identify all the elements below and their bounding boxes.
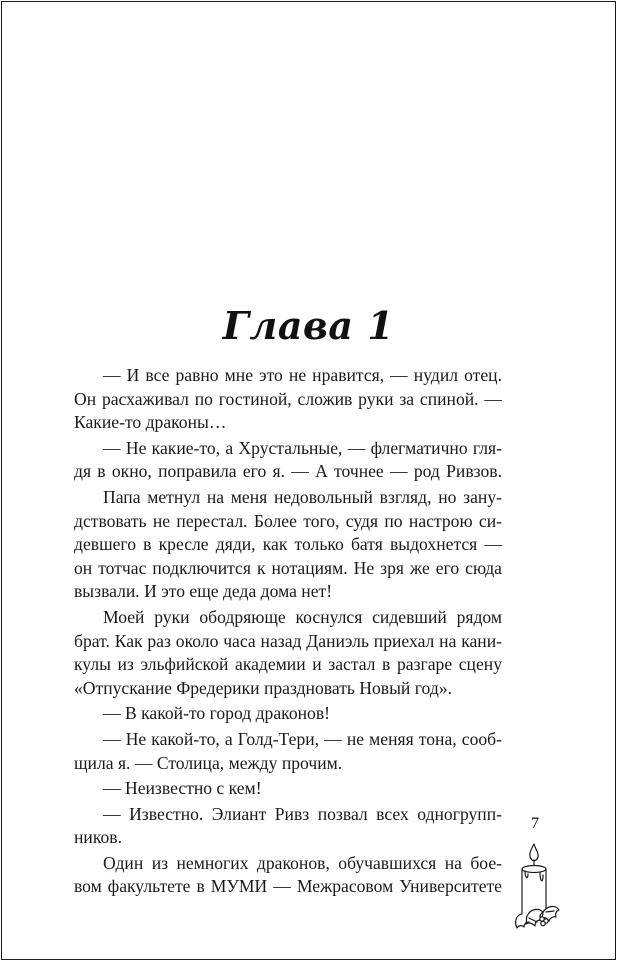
page-number: 7 (531, 815, 539, 832)
text-line: Папа метнул на меня недовольный взгляд, но зану- (103, 486, 502, 507)
text-line: Один из немногих драконов, обучавшихся на бое- (103, 852, 502, 873)
text-line: — В какой-то город драконов! (103, 703, 330, 724)
text-line: — Неизвестно с кем! (103, 778, 262, 799)
body-text (74, 364, 502, 899)
paragraph (74, 852, 502, 899)
text-line: — Известно. Элиант Ривз позвал всех одногрупп- (103, 803, 502, 824)
text-line: брат. Как раз около часа назад Даниэль приехал на кани- (74, 630, 502, 651)
paragraph (74, 728, 502, 775)
text-line: «Отпускание Фредерики праздновать Новый год». (74, 677, 452, 698)
paragraph (74, 803, 502, 850)
paragraph (74, 702, 502, 726)
paragraph (74, 486, 502, 604)
text-line: щила я. — Столица, между прочим. (74, 752, 343, 773)
text-line: ников. (74, 827, 122, 848)
text-line: дствовать не перестал. Более того, судя по настрою си- (74, 510, 502, 531)
text-line: — И все равно мне это не нравится, — нудил отец. (103, 365, 502, 385)
text-line: он тотчас подключится к нотациям. Не зря же его сюда (74, 557, 502, 578)
paragraph (74, 777, 502, 801)
text-line: Какие-то драконы… (74, 412, 227, 433)
paragraph (74, 364, 502, 435)
paragraph (74, 437, 502, 484)
chapter-title: Глава 1 (222, 303, 395, 348)
text-line: — Не какой-то, а Голд-Тери, — не меняя тона, сооб- (103, 728, 502, 749)
book-page (1, 1, 616, 960)
text-line: кулы из эльфийской академии и застал в разгаре сцену (74, 654, 502, 675)
text-line: вом факультете в МУМИ — Межрасовом Университете (74, 876, 502, 897)
text-line: — Не какие-то, а Хрустальные, — флегматично гля- (103, 437, 502, 458)
text-line: Моей руки ободряюще коснулся сидевший рядом (103, 606, 502, 627)
text-line: Он расхаживал по гостиной, сложив руки за спиной. — (74, 388, 502, 409)
text-line: вызвали. И это еще деда дома нет! (74, 581, 333, 602)
paragraph (74, 606, 502, 700)
candle-holly-icon (513, 842, 563, 939)
text-line: дя в окно, поправила его я. — А точнее — род Ривзов. (74, 461, 502, 482)
text-line: девшего в кресле дяди, как только батя выдохнется — (74, 534, 502, 555)
